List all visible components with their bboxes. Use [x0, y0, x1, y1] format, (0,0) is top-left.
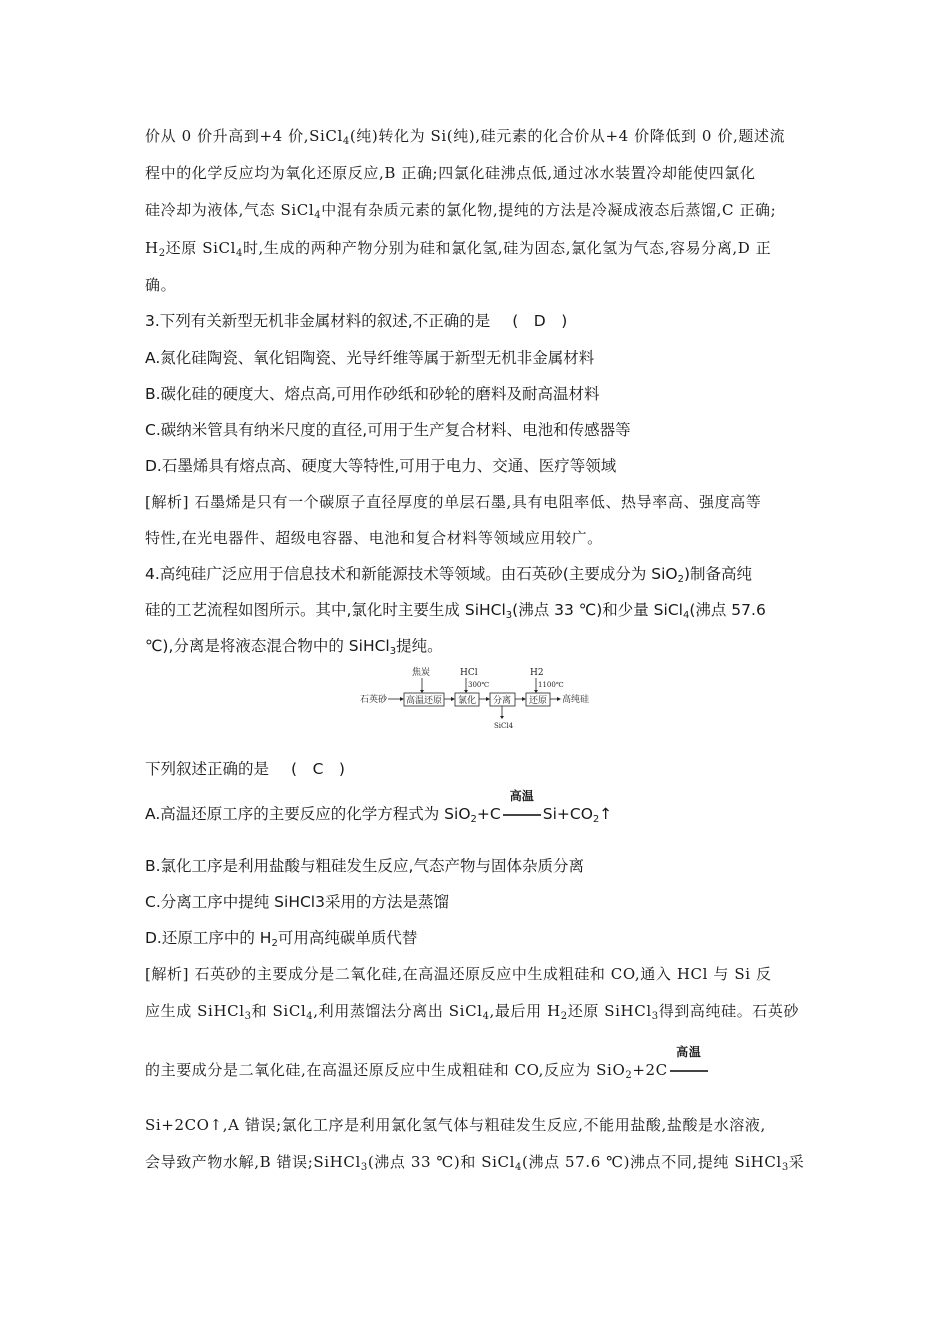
explanation-line: 应生成 SiHCl$_3$和 SiCl$_4$,利用蒸馏法分离出 SiCl$_4$,最后用 $H_2$还原 SiHCl$_3$得到高纯硅。石英砂: [145, 1002, 800, 1022]
explanation-line: 确。: [145, 276, 177, 294]
flow-box-label: 分离: [493, 696, 512, 706]
flow-box-label: 高温还原: [406, 696, 443, 706]
option-a: A.高温还原工序的主要反应的化学方程式为 SiO$_2$+C 高温 $Si+CO_2↑$: [145, 789, 613, 825]
explanation-line: 会导致产物水解,B 错误;SiHCl$_3$(沸点 33 ℃)和 SiCl$_4$(沸点 57.6 ℃)沸点不同,提纯 SiHCl$_3$采: [145, 1153, 805, 1173]
reaction-condition: 高温: [501, 803, 543, 825]
option-b: B.碳化硅的硬度大、熔点高,可用作砂纸和砂轮的磨料及耐高温材料: [145, 385, 600, 403]
question-4-stem: 硅的工艺流程如图所示。其中,氯化时主要生成 SiHCl$_3$(沸点 33 ℃)和少量 SiCl$_4$(沸点 57.6: [145, 601, 766, 621]
answer-bracket: ( C ): [291, 760, 345, 778]
process-flow-diagram: [358, 665, 598, 729]
flow-coke-label: 焦炭: [412, 668, 431, 678]
option-c: C.分离工序中提纯 SiHCl3采用的方法是蒸馏: [145, 893, 449, 911]
question-4-ask: 下列叙述正确的是 ( C ): [145, 760, 345, 778]
question-4-stem: ℃),分离是将液态混合物中的 SiHCl$_3$提纯。: [145, 637, 443, 657]
reaction-condition: 高温: [668, 1059, 710, 1081]
explanation-line: $H_2$还原 SiCl$_4$时,生成的两种产物分别为硅和氯化氢,硅为固态,氯化氢为气态,容易分离,D 正: [145, 239, 772, 259]
flow-temp-label: 1100℃: [538, 681, 564, 689]
flow-end-label: 高纯硅: [562, 695, 590, 705]
option-a: A.氮化硅陶瓷、氧化铝陶瓷、光导纤维等属于新型无机非金属材料: [145, 349, 595, 367]
flow-byproduct-label: SiCl4: [494, 722, 514, 729]
explanation-line: 硅冷却为液体,气态 SiCl$_4$中混有杂质元素的氯化物,提纯的方法是冷凝成液态后蒸馏,C 正确;: [145, 201, 777, 221]
explanation-line: 价从 0 价升高到+4 价,SiCl$_4$(纯)转化为 Si(纯),硅元素的化合价从+4 价降低到 0 价,题述流: [145, 127, 786, 147]
flow-temp-label: 300℃: [468, 681, 490, 689]
explanation-line: [解析] 石英砂的主要成分是二氧化硅,在高温还原反应中生成粗硅和 CO,通入 HCl 与 Si 反: [145, 965, 772, 983]
answer-bracket: ( D ): [512, 312, 568, 330]
explanation-line: 特性,在光电器件、超级电容器、电池和复合材料等领域应用较广。: [145, 529, 603, 547]
option-c: C.碳纳米管具有纳米尺度的直径,可用于生产复合材料、电池和传感器等: [145, 421, 631, 439]
question-4-stem: 4.高纯硅广泛应用于信息技术和新能源技术等领域。由石英砂(主要成分为 SiO$_2$)制备高纯: [145, 565, 753, 585]
option-d: D.还原工序中的 $H_2$可用高纯碳单质代替: [145, 929, 418, 949]
explanation-line: 的主要成分是二氧化硅,在高温还原反应中生成粗硅和 CO,反应为 SiO$_2$+2C 高温: [145, 1059, 710, 1087]
flow-h2-label: H2: [530, 668, 544, 678]
explanation-line: [解析] 石墨烯是只有一个碳原子直径厚度的单层石墨,具有电阻率低、热导率高、强度高等: [145, 493, 762, 511]
flow-box-label: 还原: [529, 696, 548, 706]
explanation-line: Si+2CO↑,A 错误;氯化工序是利用氯化氢气体与粗硅发生反应,不能用盐酸,盐酸是水溶液,: [145, 1116, 766, 1134]
explanation-line: 程中的化学反应均为氧化还原反应,B 正确;四氯化硅沸点低,通过冰水装置冷却能使四氯化: [145, 164, 756, 182]
option-d: D.石墨烯具有熔点高、硬度大等特性,可用于电力、交通、医疗等领域: [145, 457, 617, 475]
option-b: B.氯化工序是利用盐酸与粗硅发生反应,气态产物与固体杂质分离: [145, 857, 584, 875]
flow-start-label: 石英砂: [360, 695, 388, 705]
flow-hcl-label: HCl: [460, 668, 478, 678]
flow-box-label: 氯化: [458, 696, 477, 706]
question-3-stem: 3.下列有关新型无机非金属材料的叙述,不正确的是 ( D ): [145, 312, 568, 330]
